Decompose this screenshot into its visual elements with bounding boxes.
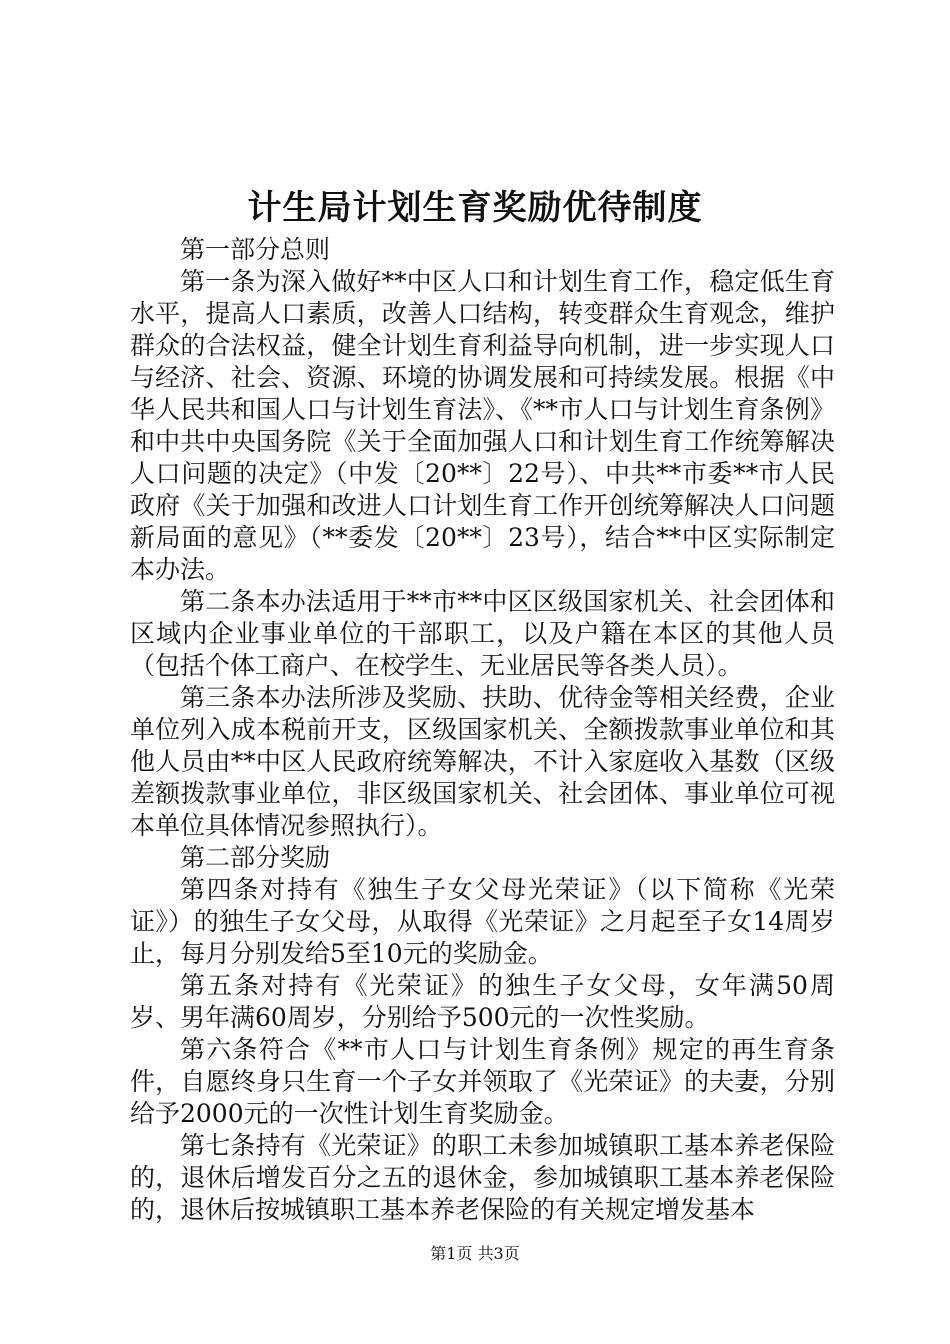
page-footer: 第1页 共3页: [430, 1244, 520, 1263]
document-body: [130, 234, 835, 1226]
article-paragraph: 第二条本办法适用于**市**中区区级国家机关、社会团体和区域内企业事业单位的干部职工，以及户籍在本区的其他人员（包括个体工商户、在校学生、无业居民等各类人员）。: [130, 587, 835, 680]
article-paragraph: 第五条对持有《光荣证》的独生子女父母，女年满50周岁、男年满60周岁，分别给予500元的一次性奖励。: [130, 971, 835, 1032]
section-heading: 第二部分奖励: [180, 843, 331, 872]
article-paragraph: 第三条本办法所涉及奖励、扶助、优待金等相关经费，企业单位列入成本税前开支，区级国家机关、全额拨款事业单位和其他人员由**中区人民政府统筹解决，不计入家庭收入基数（区级差额拨款事业单位，非区级国家机关、社会团体、事业单位可视本单位具体情况参照执行）。: [130, 683, 835, 840]
article-paragraph: 第一条为深入做好**中区人口和计划生育工作，稳定低生育水平，提高人口素质，改善人口结构，转变群众生育观念，维护群众的合法权益，健全计划生育利益导向机制，进一步实现人口与经济、社会、资源、环境的协调发展和可持续发展。根据《中华人民共和国人口与计划生育法》、《**市人口与计划生育条例》和中共中央国务院《关于全面加强人口和计划生育工作统筹解决人口问题的决定》（中发〔20**〕22号）、中共**市委**市人民政府《关于加强和改进人口计划生育工作开创统筹解决人口问题新局面的意见》（**委发〔20**〕23号），结合**中区实际制定本办法。: [130, 267, 835, 584]
section-heading: 第一部分总则: [180, 235, 331, 264]
article-paragraph: 第七条持有《光荣证》的职工未参加城镇职工基本养老保险的，退休后增发百分之五的退休金，参加城镇职工基本养老保险的，退休后按城镇职工基本养老保险的有关规定增发基本: [130, 1131, 835, 1224]
article-paragraph: 第四条对持有《独生子女父母光荣证》（以下简称《光荣证》）的独生子女父母，从取得《光荣证》之月起至子女14周岁止，每月分别发给5至10元的奖励金。: [130, 875, 835, 968]
document-title: 计生局计划生育奖励优待制度: [247, 188, 703, 228]
article-paragraph: 第六条符合《**市人口与计划生育条例》规定的再生育条件，自愿终身只生育一个子女并领取了《光荣证》的夫妻，分别给予2000元的一次性计划生育奖励金。: [130, 1035, 835, 1128]
